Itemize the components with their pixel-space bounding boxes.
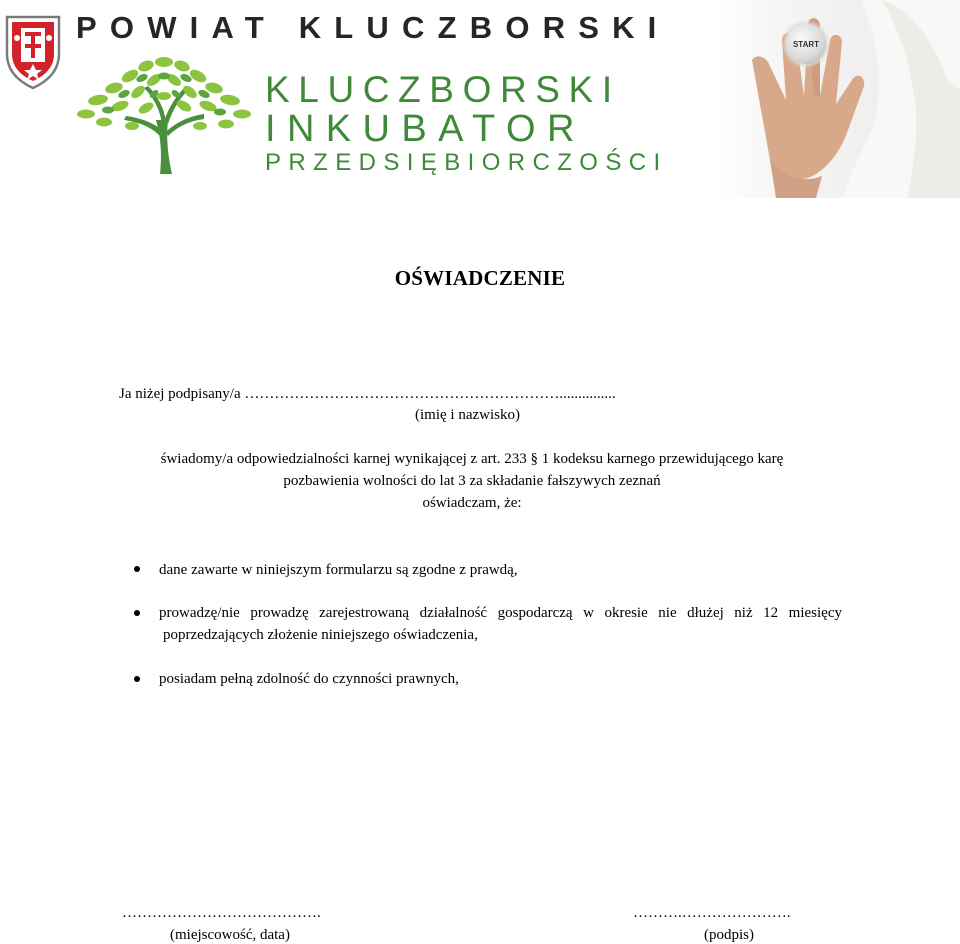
incubator-wordmark-line1: KLUCZBORSKI (265, 69, 621, 110)
incubator-wordmark-line2: INKUBATOR (265, 108, 586, 150)
statement-2-line-1: prowadzę/nie prowadzę zarejestrowaną działalność gospodarczą w okresie nie dłużej niż 12 miesięcy (159, 605, 842, 621)
document-title: OŚWIADCZENIE (394, 266, 566, 290)
place-date-dotted-line: …………………………………. (122, 905, 321, 921)
intro-line-1: świadomy/a odpowiedzialności karnej wynikającej z art. 233 § 1 kodeksu karnego przewidującego karę (160, 451, 784, 467)
tree-logo (76, 50, 254, 176)
statement-2-line-2: poprzedzających złożenie niniejszego oświadczenia, (163, 627, 478, 643)
bullet-icon (134, 610, 140, 616)
statement-1: dane zawarte w niniejszym formularzu są zgodne z prawdą, (159, 562, 518, 578)
signature-dotted-line: ……….…………………. (633, 905, 791, 921)
bullet-icon (134, 676, 140, 682)
bullet-icon (134, 566, 140, 572)
county-crest-logo (4, 14, 62, 90)
start-button: START (786, 24, 826, 64)
incubator-wordmark-line3: PRZEDSIĘBIORCZOŚCI (265, 149, 668, 176)
county-name-heading: POWIAT KLUCZBORSKI (76, 10, 670, 45)
hand-start-photo (712, 0, 960, 198)
intro-line-3: oświadczam, że: (422, 495, 522, 511)
place-date-caption: (miejscowość, data) (170, 927, 290, 943)
hand-icon (712, 0, 960, 198)
incubator-wordmark (265, 69, 668, 178)
letterhead (0, 0, 960, 200)
signer-name-caption: (imię i nazwisko) (415, 407, 520, 423)
intro-line-2: pozbawienia wolności do lat 3 za składanie fałszywych zeznań (283, 473, 661, 489)
signer-name-line: Ja niżej podpisany/a ………………………………………………………............... (119, 386, 616, 402)
statement-3: posiadam pełną zdolność do czynności prawnych, (159, 671, 459, 687)
signature-caption: (podpis) (704, 927, 754, 943)
